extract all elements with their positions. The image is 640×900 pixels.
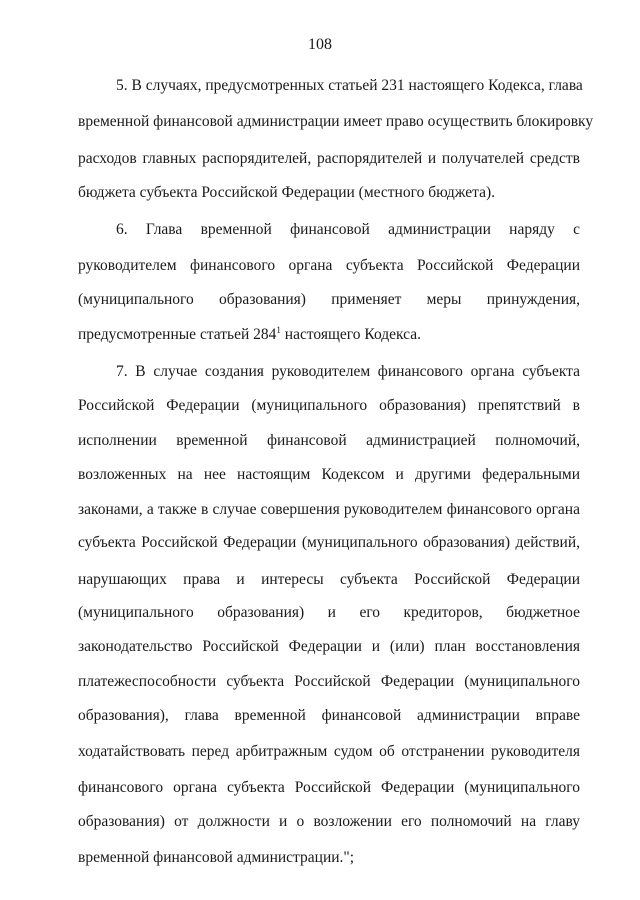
- paragraph-7-line-4: возложенных на нее настоящим Кодексом и другими федеральными: [78, 466, 580, 483]
- paragraph-6-line-2: руководителем финансового органа субъекта Российской Федерации: [78, 257, 580, 274]
- paragraph-6-line-1: 6. Глава временной финансовой администрации наряду с: [116, 221, 580, 238]
- paragraph-7-line-3: исполнении временной финансовой администрацией полномочий,: [78, 432, 580, 449]
- paragraph-7-line-11: образования), глава временной финансовой администрации вправе: [78, 707, 580, 724]
- paragraph-7-line-8: (муниципального образования) и его кредиторов, бюджетное: [78, 604, 580, 621]
- paragraph-7-line-1: 7. В случае создания руководителем финансового органа субъекта: [116, 363, 580, 380]
- paragraph-7-line-12: ходатайствовать перед арбитражным судом об отстранении руководителя: [78, 743, 580, 760]
- page-number: 108: [308, 36, 332, 53]
- paragraph-7-line-6: субъекта Российской Федерации (муниципального образования) действий,: [78, 534, 580, 551]
- paragraph-7-line-9: законодательство Российской Федерации и (или) план восстановления: [78, 638, 580, 655]
- paragraph-7-line-15: временной финансовой администрации.";: [78, 849, 355, 866]
- paragraph-6-line-3: (муниципального образования) применяет меры принуждения,: [78, 291, 580, 308]
- paragraph-5-line-2: временной финансовой администрации имеет право осуществить блокировку: [78, 113, 594, 130]
- footnote-superscript: 1: [276, 324, 281, 335]
- paragraph-6-line-4-end: настоящего Кодекса.: [280, 326, 422, 343]
- paragraph-7-line-13: финансового органа субъекта Российской Федерации (муниципального: [78, 779, 580, 796]
- paragraph-7-line-5: законами, а также в случае совершения руководителем финансового органа: [78, 501, 580, 518]
- paragraph-7-line-10: платежеспособности субъекта Российской Федерации (муниципального: [78, 673, 580, 690]
- paragraph-7-line-7: нарушающих права и интересы субъекта Российской Федерации: [78, 571, 580, 588]
- paragraph-6-line-4: [78, 325, 421, 345]
- paragraph-5-line-4: бюджета субъекта Российской Федерации (местного бюджета).: [78, 184, 496, 201]
- paragraph-7-line-14: образования) от должности и о возложении его полномочий на главу: [78, 813, 580, 830]
- paragraph-6-line-4-text: предусмотренные статьей 284: [78, 326, 277, 343]
- paragraph-5-line-1: 5. В случаях, предусмотренных статьей 231 настоящего Кодекса, глава: [116, 77, 583, 94]
- paragraph-5-line-3: расходов главных распорядителей, распорядителей и получателей средств: [78, 150, 580, 167]
- paragraph-7-line-2: Российской Федерации (муниципального образования) препятствий в: [78, 397, 580, 414]
